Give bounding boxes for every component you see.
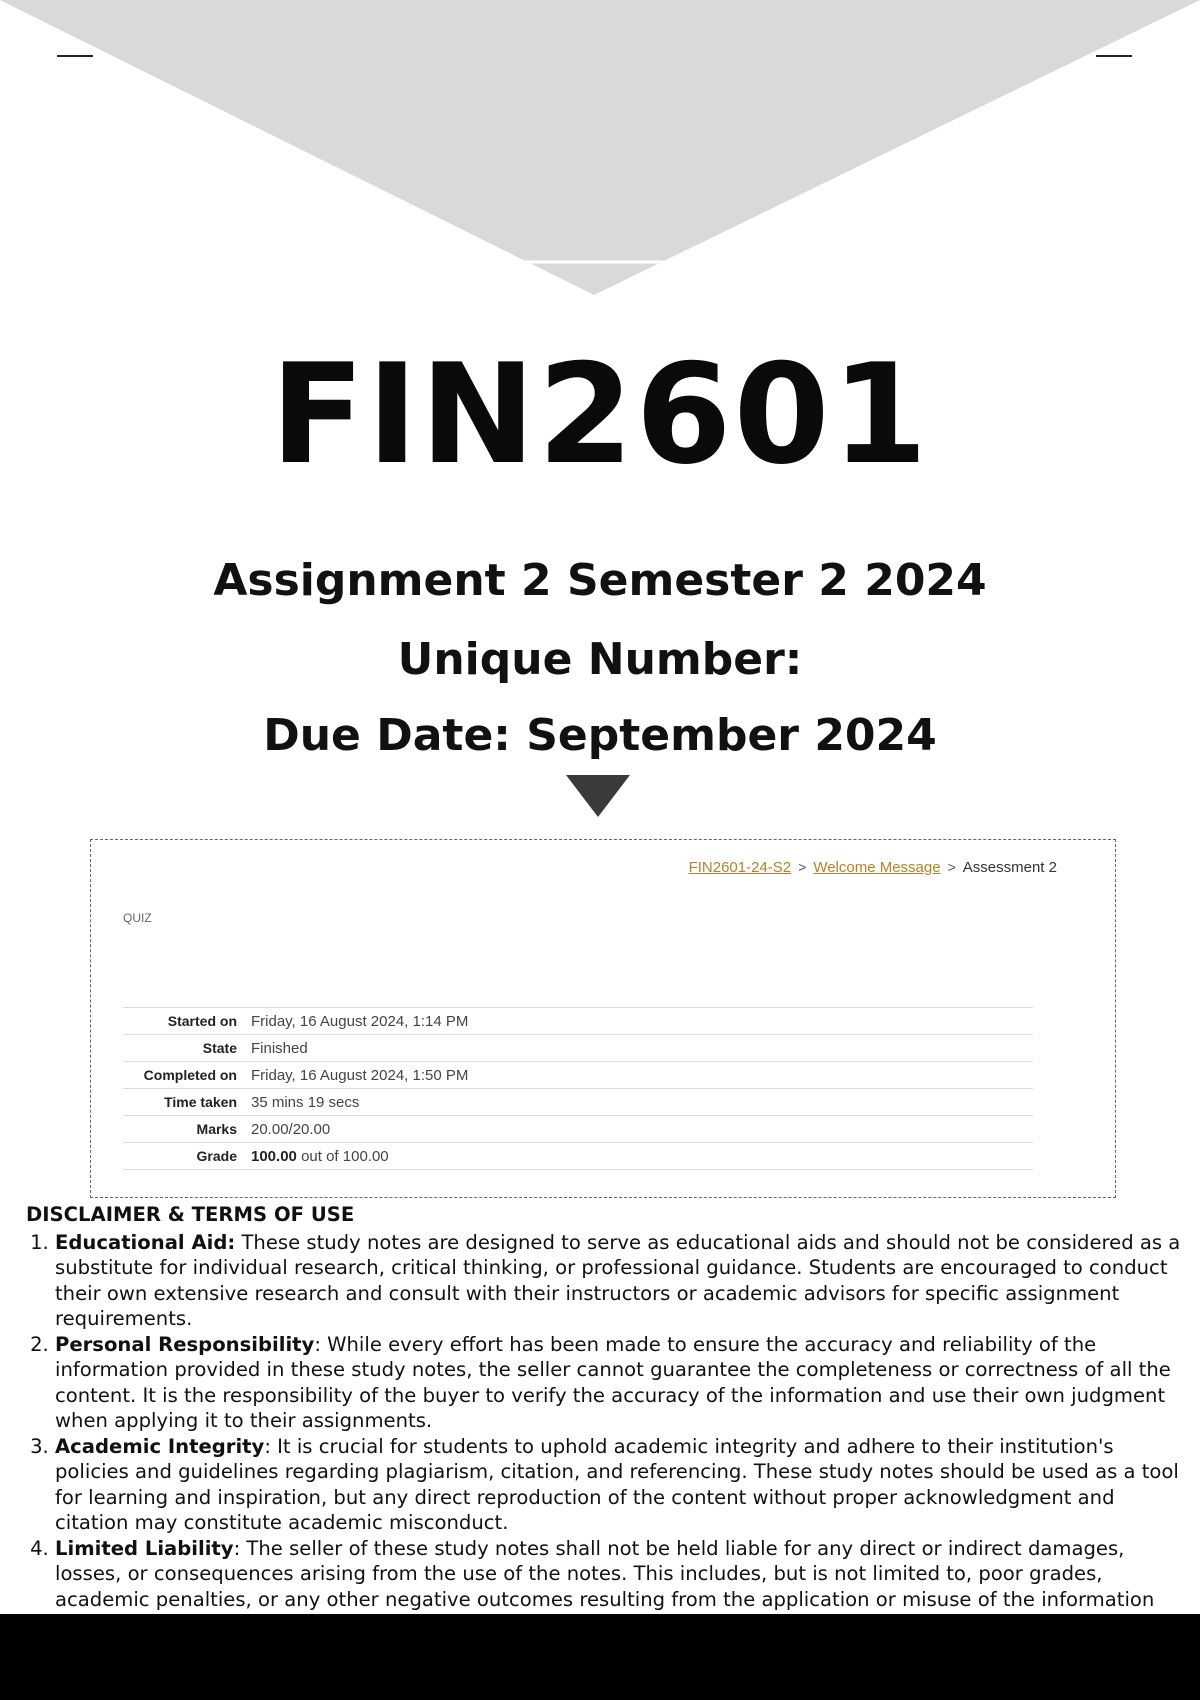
table-row	[123, 1143, 1033, 1170]
due-date: Due Date: September 2024	[263, 710, 937, 761]
summary-value	[251, 1143, 1033, 1170]
quiz-summary-table	[123, 1007, 1033, 1170]
table-row	[123, 1035, 1033, 1062]
breadcrumb-course-link[interactable]: FIN2601-24-S2	[688, 859, 792, 876]
grade-score: 100.00	[251, 1147, 297, 1165]
list-item	[55, 1230, 1188, 1332]
disclaimer-title: DISCLAIMER & TERMS OF USE	[26, 1203, 355, 1226]
top-chevron-decoration	[0, 0, 1200, 300]
disclaimer-section	[18, 1202, 1188, 1612]
chevron-right-icon: >	[947, 859, 956, 875]
item-heading: Limited Liability	[55, 1536, 234, 1560]
summary-value: Friday, 16 August 2024, 1:50 PM	[251, 1062, 1033, 1089]
summary-label: Time taken	[123, 1089, 251, 1116]
assignment-title: Assignment 2 Semester 2 2024	[213, 555, 987, 606]
corner-line-left	[57, 55, 93, 57]
summary-label: Started on	[123, 1008, 251, 1035]
grade-out-of: out of 100.00	[301, 1147, 389, 1165]
bottom-black-bar	[0, 1614, 1200, 1700]
list-item	[55, 1536, 1188, 1613]
summary-value: 20.00/20.00	[251, 1116, 1033, 1143]
summary-label: Completed on	[123, 1062, 251, 1089]
item-text: : The seller of these study notes shall not be held liable for any direct or indirect damages, losses, or consequences arising from the use of the notes. This includes, but is not limited to, poor grades, academic penalties, or any other negative outcomes resulting from the application or misuse of the information	[55, 1536, 1155, 1611]
item-heading: Personal Responsibility	[55, 1332, 315, 1356]
summary-label: Grade	[123, 1143, 251, 1170]
summary-value: 35 mins 19 secs	[251, 1089, 1033, 1116]
table-row	[123, 1089, 1033, 1116]
course-code-title: FIN2601	[270, 334, 930, 495]
summary-value: Finished	[251, 1035, 1033, 1062]
breadcrumb-current: Assessment 2	[962, 859, 1057, 876]
list-item	[55, 1434, 1188, 1536]
item-text: : While every effort has been made to ensure the accuracy and reliability of the information provided in these study notes, the seller cannot guarantee the completeness or correctness of all the content. It is the responsibility of the buyer to verify the accuracy of the information and use their own judgment when applying it to their assignments.	[55, 1332, 1171, 1432]
down-arrow-icon	[566, 775, 630, 817]
breadcrumb	[689, 859, 1057, 876]
quiz-result-screenshot	[90, 839, 1116, 1198]
summary-label: State	[123, 1035, 251, 1062]
unique-number-label: Unique Number:	[397, 634, 803, 685]
table-row	[123, 1008, 1033, 1035]
breadcrumb-welcome-link[interactable]: Welcome Message	[813, 859, 941, 876]
summary-label: Marks	[123, 1116, 251, 1143]
summary-value: Friday, 16 August 2024, 1:14 PM	[251, 1008, 1033, 1035]
list-item	[55, 1332, 1188, 1434]
table-row	[123, 1062, 1033, 1089]
chevron-right-icon: >	[798, 859, 807, 875]
table-row	[123, 1116, 1033, 1143]
corner-line-right	[1096, 55, 1132, 57]
item-text: : It is crucial for students to uphold academic integrity and adhere to their institution's policies and guidelines regarding plagiarism, citation, and referencing. These study notes should be used as a tool for learning and inspiration, but any direct reproduction of the content without proper acknowledgment and citation may constitute academic misconduct.	[55, 1434, 1179, 1534]
item-heading: Academic Integrity	[55, 1434, 265, 1458]
disclaimer-list	[18, 1230, 1188, 1613]
quiz-section-label: QUIZ	[123, 911, 152, 925]
item-text: These study notes are designed to serve as educational aids and should not be considered as a substitute for individual research, critical thinking, or professional guidance. Students are encouraged to conduct their own extensive research and consult with their instructors or academic advisors for specific assignment requirements.	[55, 1230, 1181, 1330]
item-heading: Educational Aid:	[55, 1230, 236, 1254]
